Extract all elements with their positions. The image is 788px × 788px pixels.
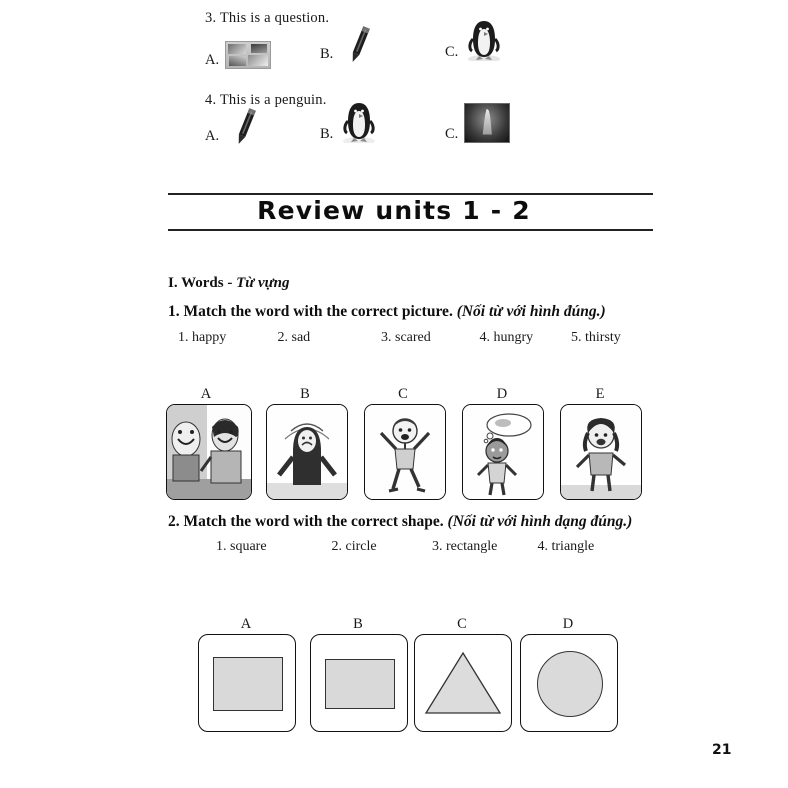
statue-photo-thumbnail bbox=[464, 103, 510, 143]
question-4-choices bbox=[205, 123, 625, 169]
question-3-choices bbox=[205, 41, 625, 87]
section-heading-prefix: I. Words - bbox=[168, 275, 237, 291]
picture-card-letter-d: D bbox=[496, 386, 508, 402]
scared-boy-picture[interactable] bbox=[364, 404, 446, 500]
shape-card-circle[interactable] bbox=[520, 634, 618, 732]
picture-card-letter-e: E bbox=[595, 386, 605, 402]
word-item[interactable]: 2. circle bbox=[331, 539, 377, 554]
happy-children-picture[interactable] bbox=[166, 404, 252, 500]
shape-card-letter-b: B bbox=[353, 616, 363, 632]
exercise-1-instruction-en: 1. Match the word with the correct picture. bbox=[168, 303, 457, 320]
picture-card-letter-a: A bbox=[200, 386, 212, 402]
exercise-2-instruction-vn: (Nối từ với hình dạng đúng.) bbox=[447, 513, 633, 530]
word-item[interactable]: 5. thirsty bbox=[571, 330, 621, 345]
question-3-choice-b[interactable] bbox=[320, 23, 379, 63]
section-heading-words bbox=[168, 275, 289, 292]
picture-card-letter-b: B bbox=[300, 386, 310, 402]
choice-label: A. bbox=[205, 128, 220, 144]
shape-card-triangle[interactable] bbox=[414, 634, 512, 732]
penguin-photo-thumbnail bbox=[464, 17, 504, 61]
question-3-block bbox=[205, 10, 625, 87]
choice-label: C. bbox=[445, 126, 459, 142]
shape-card-letter-a: A bbox=[240, 616, 252, 632]
collage-photo-thumbnail bbox=[225, 41, 271, 69]
question-4-choice-b[interactable] bbox=[320, 99, 379, 143]
heading-rule-bottom bbox=[168, 229, 653, 231]
exercise-2-instruction bbox=[168, 513, 632, 531]
hungry-boy-thinking-picture[interactable] bbox=[462, 404, 544, 500]
question-3-choice-a[interactable] bbox=[205, 41, 271, 69]
choice-label: B. bbox=[320, 126, 334, 142]
thirsty-girl-picture[interactable] bbox=[560, 404, 642, 500]
square-shape bbox=[213, 657, 283, 711]
section-heading-vietnamese: Từ vựng bbox=[236, 275, 290, 291]
exercise-1-instruction-vn: (Nối từ với hình đúng.) bbox=[456, 303, 606, 320]
question-3-prompt: 3. This is a question. bbox=[205, 10, 330, 26]
question-3-choice-c[interactable] bbox=[445, 17, 504, 61]
page-number: 21 bbox=[712, 742, 732, 758]
pen-photo-thumbnail bbox=[225, 105, 265, 145]
question-4-choice-c[interactable] bbox=[445, 103, 510, 143]
word-item[interactable]: 3. rectangle bbox=[432, 539, 498, 554]
sad-person-picture[interactable] bbox=[266, 404, 348, 500]
choice-label: C. bbox=[445, 44, 459, 60]
word-item[interactable]: 2. sad bbox=[277, 330, 311, 345]
shape-card-rectangle[interactable] bbox=[310, 634, 408, 732]
shape-card-letter-c: C bbox=[457, 616, 467, 632]
picture-card-letter-c: C bbox=[398, 386, 408, 402]
choice-label: B. bbox=[320, 46, 334, 62]
question-4-prompt: 4. This is a penguin. bbox=[205, 92, 327, 108]
question-4-choice-a[interactable] bbox=[205, 105, 265, 145]
shape-card-square[interactable] bbox=[198, 634, 296, 732]
word-item[interactable]: 4. hungry bbox=[479, 330, 534, 345]
word-item[interactable]: 1. happy bbox=[178, 330, 227, 345]
heading-rule-top bbox=[168, 193, 653, 195]
penguin-photo-thumbnail bbox=[339, 99, 379, 143]
word-item[interactable]: 4. triangle bbox=[537, 539, 595, 554]
question-4-block bbox=[205, 92, 625, 169]
triangle-shape bbox=[424, 651, 502, 715]
exercise-1-instruction bbox=[168, 303, 606, 321]
exercise-2-instruction-en: 2. Match the word with the correct shape. bbox=[168, 513, 448, 530]
pen-photo-thumbnail bbox=[339, 23, 379, 63]
exercise-1-word-list bbox=[178, 330, 658, 346]
exercise-2-word-list bbox=[216, 539, 666, 555]
circle-shape bbox=[537, 651, 603, 717]
shape-card-letter-d: D bbox=[562, 616, 574, 632]
rectangle-shape bbox=[325, 659, 395, 709]
word-item[interactable]: 3. scared bbox=[381, 330, 431, 345]
choice-label: A. bbox=[205, 52, 220, 68]
word-item[interactable]: 1. square bbox=[216, 539, 267, 554]
review-title: Review units 1 - 2 bbox=[257, 196, 531, 225]
